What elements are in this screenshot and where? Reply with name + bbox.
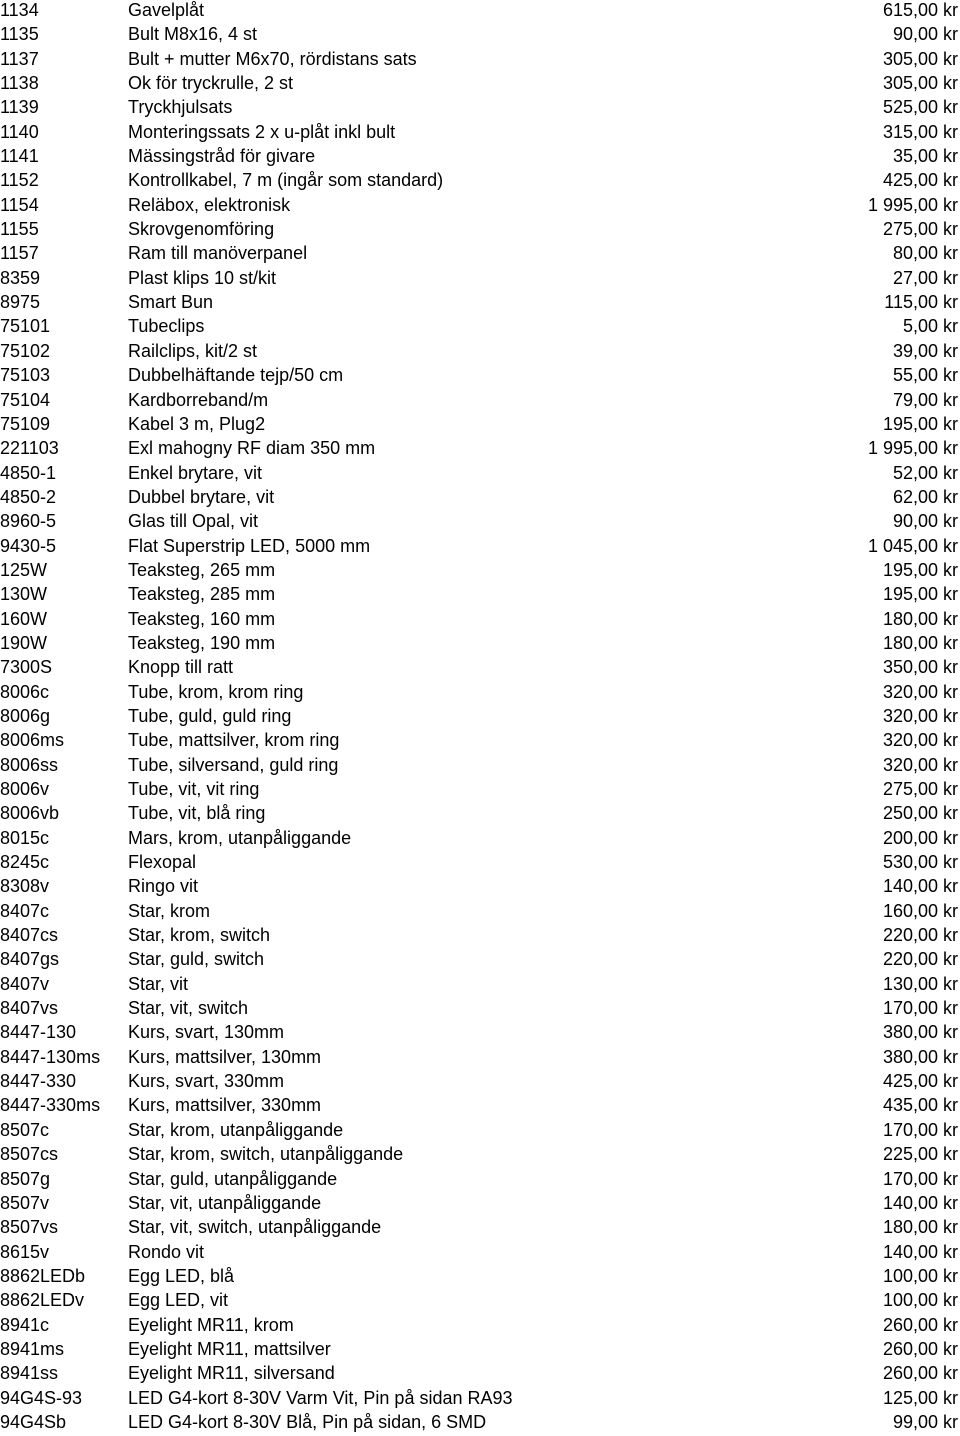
item-price: 140,00 kr bbox=[882, 876, 958, 897]
price-list-row bbox=[0, 536, 960, 560]
item-code: 130W bbox=[0, 584, 48, 605]
item-code: 160W bbox=[0, 608, 48, 629]
item-price: 130,00 kr bbox=[882, 973, 958, 994]
price-list-row bbox=[0, 122, 960, 146]
item-code: 8006c bbox=[0, 681, 50, 702]
item-description: Railclips, kit/2 st bbox=[128, 340, 258, 361]
item-code: 8006ss bbox=[0, 754, 59, 775]
item-code: 8308v bbox=[0, 876, 50, 897]
item-code: 8941ms bbox=[0, 1338, 65, 1359]
price-list-row bbox=[0, 560, 960, 584]
item-code: 75102 bbox=[0, 340, 51, 361]
item-description: Kurs, mattsilver, 130mm bbox=[128, 1046, 322, 1067]
item-code: 8507vs bbox=[0, 1217, 59, 1238]
item-description: Mars, krom, utanpåliggande bbox=[128, 827, 352, 848]
item-price: 305,00 kr bbox=[882, 48, 958, 69]
item-code: 1138 bbox=[0, 73, 39, 94]
item-description: Tube, vit, vit ring bbox=[128, 779, 260, 799]
item-description: Skrovgenomföring bbox=[128, 219, 275, 240]
price-list-row bbox=[0, 49, 960, 73]
item-price: 530,00 kr bbox=[882, 852, 958, 873]
item-price: 62,00 kr bbox=[892, 486, 958, 507]
price-list-row bbox=[0, 706, 960, 730]
item-price: 180,00 kr bbox=[882, 1217, 958, 1238]
item-description: Star, krom, switch bbox=[128, 925, 271, 946]
price-list-row bbox=[0, 316, 960, 340]
item-price: 90,00 kr bbox=[892, 24, 958, 45]
item-description: Mässingstråd för givare bbox=[128, 146, 316, 167]
price-list-row bbox=[0, 1290, 960, 1314]
item-price: 99,00 kr bbox=[892, 1411, 958, 1432]
item-code: 8006ms bbox=[0, 730, 65, 751]
price-list-row bbox=[0, 24, 960, 48]
price-list-row bbox=[0, 0, 960, 24]
item-price: 425,00 kr bbox=[882, 170, 958, 191]
item-code: 8941c bbox=[0, 1314, 50, 1335]
item-description: Star, krom, switch, utanpåliggande bbox=[128, 1144, 404, 1165]
price-list-row bbox=[0, 633, 960, 657]
item-code: 8862LEDv bbox=[0, 1290, 85, 1311]
price-list-row bbox=[0, 1339, 960, 1363]
item-description: Flexopal bbox=[128, 852, 197, 873]
item-code: 8447-330 bbox=[0, 1071, 77, 1092]
item-description: Glas till Opal, vit bbox=[128, 511, 259, 532]
price-list-row bbox=[0, 1412, 960, 1436]
item-description: Star, vit, utanpåliggande bbox=[128, 1192, 322, 1213]
item-code: 8407cs bbox=[0, 925, 59, 946]
item-code: 1152 bbox=[0, 170, 39, 191]
item-price: 100,00 kr bbox=[882, 1290, 958, 1311]
item-description: Ok för tryckrulle, 2 st bbox=[128, 73, 294, 94]
item-price: 380,00 kr bbox=[882, 1046, 958, 1067]
item-description: Tube, guld, guld ring bbox=[128, 705, 292, 726]
item-description: Star, guld, utanpåliggande bbox=[128, 1168, 338, 1189]
item-description: Tube, vit, blå ring bbox=[128, 803, 266, 824]
item-price: 275,00 kr bbox=[882, 219, 958, 240]
price-list-row bbox=[0, 730, 960, 754]
item-code: 190W bbox=[0, 632, 48, 653]
item-description: Tubeclips bbox=[128, 316, 205, 337]
price-list-row bbox=[0, 584, 960, 608]
item-description: Kabel 3 m, Plug2 bbox=[128, 413, 266, 434]
item-description: Star, vit, switch, utanpåliggande bbox=[128, 1217, 382, 1238]
item-description: Kardborreband/m bbox=[128, 389, 269, 410]
price-list-row bbox=[0, 243, 960, 267]
item-description: Flat Superstrip LED, 5000 mm bbox=[128, 535, 371, 556]
item-code: 8960-5 bbox=[0, 511, 57, 532]
item-price: 195,00 kr bbox=[882, 559, 958, 580]
item-price: 170,00 kr bbox=[882, 1119, 958, 1140]
item-price: 79,00 kr bbox=[892, 389, 958, 410]
item-price: 260,00 kr bbox=[882, 1314, 958, 1335]
price-list-row bbox=[0, 390, 960, 414]
item-code: 1157 bbox=[0, 243, 39, 264]
price-list-row bbox=[0, 876, 960, 900]
item-price: 250,00 kr bbox=[882, 803, 958, 824]
item-price: 52,00 kr bbox=[892, 462, 958, 483]
item-price: 350,00 kr bbox=[882, 657, 958, 678]
item-price: 170,00 kr bbox=[882, 1168, 958, 1189]
item-code: 8006g bbox=[0, 705, 51, 726]
item-description: Tube, silversand, guld ring bbox=[128, 754, 339, 775]
item-code: 8006v bbox=[0, 779, 50, 799]
item-description: Reläbox, elektronisk bbox=[128, 194, 291, 215]
item-price: 39,00 kr bbox=[892, 340, 958, 361]
item-code: 9430-5 bbox=[0, 535, 57, 556]
item-price: 195,00 kr bbox=[882, 584, 958, 605]
item-code: 75103 bbox=[0, 365, 51, 386]
item-description: Tube, krom, krom ring bbox=[128, 681, 304, 702]
item-code: 8507v bbox=[0, 1192, 50, 1213]
price-list-row bbox=[0, 1095, 960, 1119]
item-price: 305,00 kr bbox=[882, 73, 958, 94]
item-description: Egg LED, vit bbox=[128, 1290, 229, 1311]
item-description: Ram till manöverpanel bbox=[128, 243, 308, 264]
item-description: Star, vit, switch bbox=[128, 998, 249, 1019]
item-code: 8447-330ms bbox=[0, 1095, 101, 1116]
item-description: Enkel brytare, vit bbox=[128, 462, 263, 483]
item-code: 8015c bbox=[0, 827, 50, 848]
item-description: Star, krom, utanpåliggande bbox=[128, 1119, 344, 1140]
item-price: 100,00 kr bbox=[882, 1265, 958, 1286]
item-code: 8245c bbox=[0, 852, 50, 873]
item-description: Teaksteg, 285 mm bbox=[128, 584, 276, 605]
item-description: Eyelight MR11, mattsilver bbox=[128, 1338, 331, 1359]
item-price: 275,00 kr bbox=[882, 779, 958, 799]
price-list-row bbox=[0, 1217, 960, 1241]
price-list-row bbox=[0, 925, 960, 949]
price-list-row bbox=[0, 97, 960, 121]
price-list-row bbox=[0, 1242, 960, 1266]
item-description: Star, krom bbox=[128, 900, 211, 921]
item-price: 140,00 kr bbox=[882, 1241, 958, 1262]
price-list-row bbox=[0, 949, 960, 973]
item-code: 8447-130 bbox=[0, 1022, 77, 1043]
item-code: 8006vb bbox=[0, 803, 60, 824]
item-code: 8615v bbox=[0, 1241, 50, 1262]
price-list-row bbox=[0, 779, 960, 803]
item-description: Star, vit bbox=[128, 973, 189, 994]
price-list-row bbox=[0, 1047, 960, 1071]
item-price: 27,00 kr bbox=[892, 267, 958, 288]
price-list-row bbox=[0, 365, 960, 389]
item-price: 320,00 kr bbox=[882, 681, 958, 702]
item-description: Tube, mattsilver, krom ring bbox=[128, 730, 340, 751]
item-price: 225,00 kr bbox=[882, 1144, 958, 1165]
item-price: 380,00 kr bbox=[882, 1022, 958, 1043]
item-description: Smart Bun bbox=[128, 292, 214, 313]
item-code: 1140 bbox=[0, 121, 39, 142]
item-description: Rondo vit bbox=[128, 1241, 205, 1262]
item-code: 75109 bbox=[0, 413, 51, 434]
price-list-row bbox=[0, 1266, 960, 1290]
item-code: 1134 bbox=[0, 0, 39, 20]
item-description: Kurs, svart, 330mm bbox=[128, 1071, 285, 1092]
item-price: 320,00 kr bbox=[882, 730, 958, 751]
item-description: Ringo vit bbox=[128, 876, 199, 897]
price-list-row bbox=[0, 901, 960, 925]
item-description: Egg LED, blå bbox=[128, 1265, 235, 1286]
price-list-row bbox=[0, 1169, 960, 1193]
item-description: Teaksteg, 160 mm bbox=[128, 608, 276, 629]
item-code: 94G4Sb bbox=[0, 1411, 67, 1432]
item-price: 195,00 kr bbox=[882, 413, 958, 434]
item-price: 315,00 kr bbox=[882, 121, 958, 142]
item-code: 125W bbox=[0, 559, 48, 580]
price-list-row bbox=[0, 1022, 960, 1046]
price-list-row bbox=[0, 170, 960, 194]
item-code: 8507cs bbox=[0, 1144, 59, 1165]
item-code: 1155 bbox=[0, 219, 39, 240]
item-price: 1 995,00 kr bbox=[867, 438, 958, 459]
price-list-row bbox=[0, 438, 960, 462]
item-code: 8407gs bbox=[0, 949, 60, 970]
item-code: 8407v bbox=[0, 973, 50, 994]
item-description: Knopp till ratt bbox=[128, 657, 234, 678]
price-list-row bbox=[0, 682, 960, 706]
item-price: 115,00 kr bbox=[884, 292, 958, 313]
item-description: Star, guld, switch bbox=[128, 949, 265, 970]
item-description: Tryckhjulsats bbox=[128, 97, 233, 118]
item-description: Gavelplåt bbox=[128, 0, 205, 20]
item-description: Exl mahogny RF diam 350 mm bbox=[128, 438, 376, 459]
price-list-row bbox=[0, 1388, 960, 1412]
item-code: 8975 bbox=[0, 292, 41, 313]
item-price: 260,00 kr bbox=[882, 1363, 958, 1384]
item-code: 1135 bbox=[0, 24, 39, 45]
price-list-row bbox=[0, 292, 960, 316]
item-description: LED G4-kort 8-30V Varm Vit, Pin på sidan RA93 bbox=[128, 1387, 513, 1408]
item-price: 180,00 kr bbox=[882, 632, 958, 653]
item-code: 221103 bbox=[0, 438, 59, 459]
item-price: 55,00 kr bbox=[892, 365, 958, 386]
item-code: 4850-2 bbox=[0, 486, 57, 507]
item-price: 80,00 kr bbox=[892, 243, 958, 264]
item-code: 8941ss bbox=[0, 1363, 59, 1384]
item-code: 8507c bbox=[0, 1119, 50, 1140]
item-description: Teaksteg, 190 mm bbox=[128, 632, 276, 653]
item-price: 220,00 kr bbox=[882, 949, 958, 970]
price-list-row bbox=[0, 998, 960, 1022]
item-description: Dubbelhäftande tejp/50 cm bbox=[128, 365, 344, 386]
item-price: 180,00 kr bbox=[882, 608, 958, 629]
item-description: Dubbel brytare, vit bbox=[128, 486, 275, 507]
item-code: 4850-1 bbox=[0, 462, 57, 483]
price-list-row bbox=[0, 1193, 960, 1217]
item-description: Eyelight MR11, krom bbox=[128, 1314, 294, 1335]
price-list-row bbox=[0, 511, 960, 535]
item-description: Teaksteg, 265 mm bbox=[128, 559, 276, 580]
item-code: 1137 bbox=[0, 48, 39, 69]
price-list-row bbox=[0, 974, 960, 998]
price-list-row bbox=[0, 268, 960, 292]
item-price: 5,00 kr bbox=[902, 316, 958, 337]
price-list-row bbox=[0, 828, 960, 852]
item-description: Bult + mutter M6x70, rördistans sats bbox=[128, 48, 417, 69]
item-price: 1 995,00 kr bbox=[867, 194, 958, 215]
item-price: 170,00 kr bbox=[882, 998, 958, 1019]
price-list-row bbox=[0, 755, 960, 779]
price-list-row bbox=[0, 487, 960, 511]
item-code: 94G4S-93 bbox=[0, 1387, 83, 1408]
item-description: Kurs, mattsilver, 330mm bbox=[128, 1095, 322, 1116]
item-price: 435,00 kr bbox=[882, 1095, 958, 1116]
item-price: 320,00 kr bbox=[882, 754, 958, 775]
item-code: 75104 bbox=[0, 389, 51, 410]
item-code: 1141 bbox=[0, 146, 39, 167]
item-price: 1 045,00 kr bbox=[867, 535, 958, 556]
price-list-row bbox=[0, 341, 960, 365]
price-list-row bbox=[0, 414, 960, 438]
item-code: 8407c bbox=[0, 900, 50, 921]
item-price: 320,00 kr bbox=[882, 705, 958, 726]
price-list-row bbox=[0, 1144, 960, 1168]
price-list-row bbox=[0, 1315, 960, 1339]
item-description: Eyelight MR11, silversand bbox=[128, 1363, 335, 1384]
item-code: 8447-130ms bbox=[0, 1046, 101, 1067]
item-price: 90,00 kr bbox=[892, 511, 958, 532]
item-price: 200,00 kr bbox=[882, 827, 958, 848]
price-list-row bbox=[0, 609, 960, 633]
item-code: 75101 bbox=[0, 316, 51, 337]
price-list-row bbox=[0, 195, 960, 219]
item-price: 425,00 kr bbox=[882, 1071, 958, 1092]
item-price: 220,00 kr bbox=[882, 925, 958, 946]
price-list-row bbox=[0, 1120, 960, 1144]
item-price: 160,00 kr bbox=[882, 900, 958, 921]
item-description: Plast klips 10 st/kit bbox=[128, 267, 277, 288]
item-code: 8507g bbox=[0, 1168, 51, 1189]
price-list-row bbox=[0, 219, 960, 243]
item-code: 7300S bbox=[0, 657, 53, 678]
price-list-row bbox=[0, 1071, 960, 1095]
item-price: 615,00 kr bbox=[882, 0, 958, 20]
item-description: Kontrollkabel, 7 m (ingår som standard) bbox=[128, 170, 444, 191]
item-description: Bult M8x16, 4 st bbox=[128, 24, 258, 45]
item-price: 260,00 kr bbox=[882, 1338, 958, 1359]
item-code: 8359 bbox=[0, 267, 41, 288]
item-description: LED G4-kort 8-30V Blå, Pin på sidan, 6 SMD bbox=[128, 1411, 487, 1432]
item-code: 1154 bbox=[0, 194, 39, 215]
item-price: 140,00 kr bbox=[882, 1192, 958, 1213]
price-list-row bbox=[0, 73, 960, 97]
item-description: Monteringssats 2 x u-plåt inkl bult bbox=[128, 121, 396, 142]
price-list-row bbox=[0, 146, 960, 170]
item-code: 1139 bbox=[0, 97, 39, 118]
price-list-row bbox=[0, 852, 960, 876]
price-list-row bbox=[0, 803, 960, 827]
item-price: 35,00 kr bbox=[892, 146, 958, 167]
item-price: 525,00 kr bbox=[882, 97, 958, 118]
price-list-row bbox=[0, 463, 960, 487]
item-description: Kurs, svart, 130mm bbox=[128, 1022, 285, 1043]
item-code: 8407vs bbox=[0, 998, 59, 1019]
price-list-row bbox=[0, 1363, 960, 1387]
price-list-row bbox=[0, 657, 960, 681]
item-code: 8862LEDb bbox=[0, 1265, 86, 1286]
item-price: 125,00 kr bbox=[882, 1387, 958, 1408]
